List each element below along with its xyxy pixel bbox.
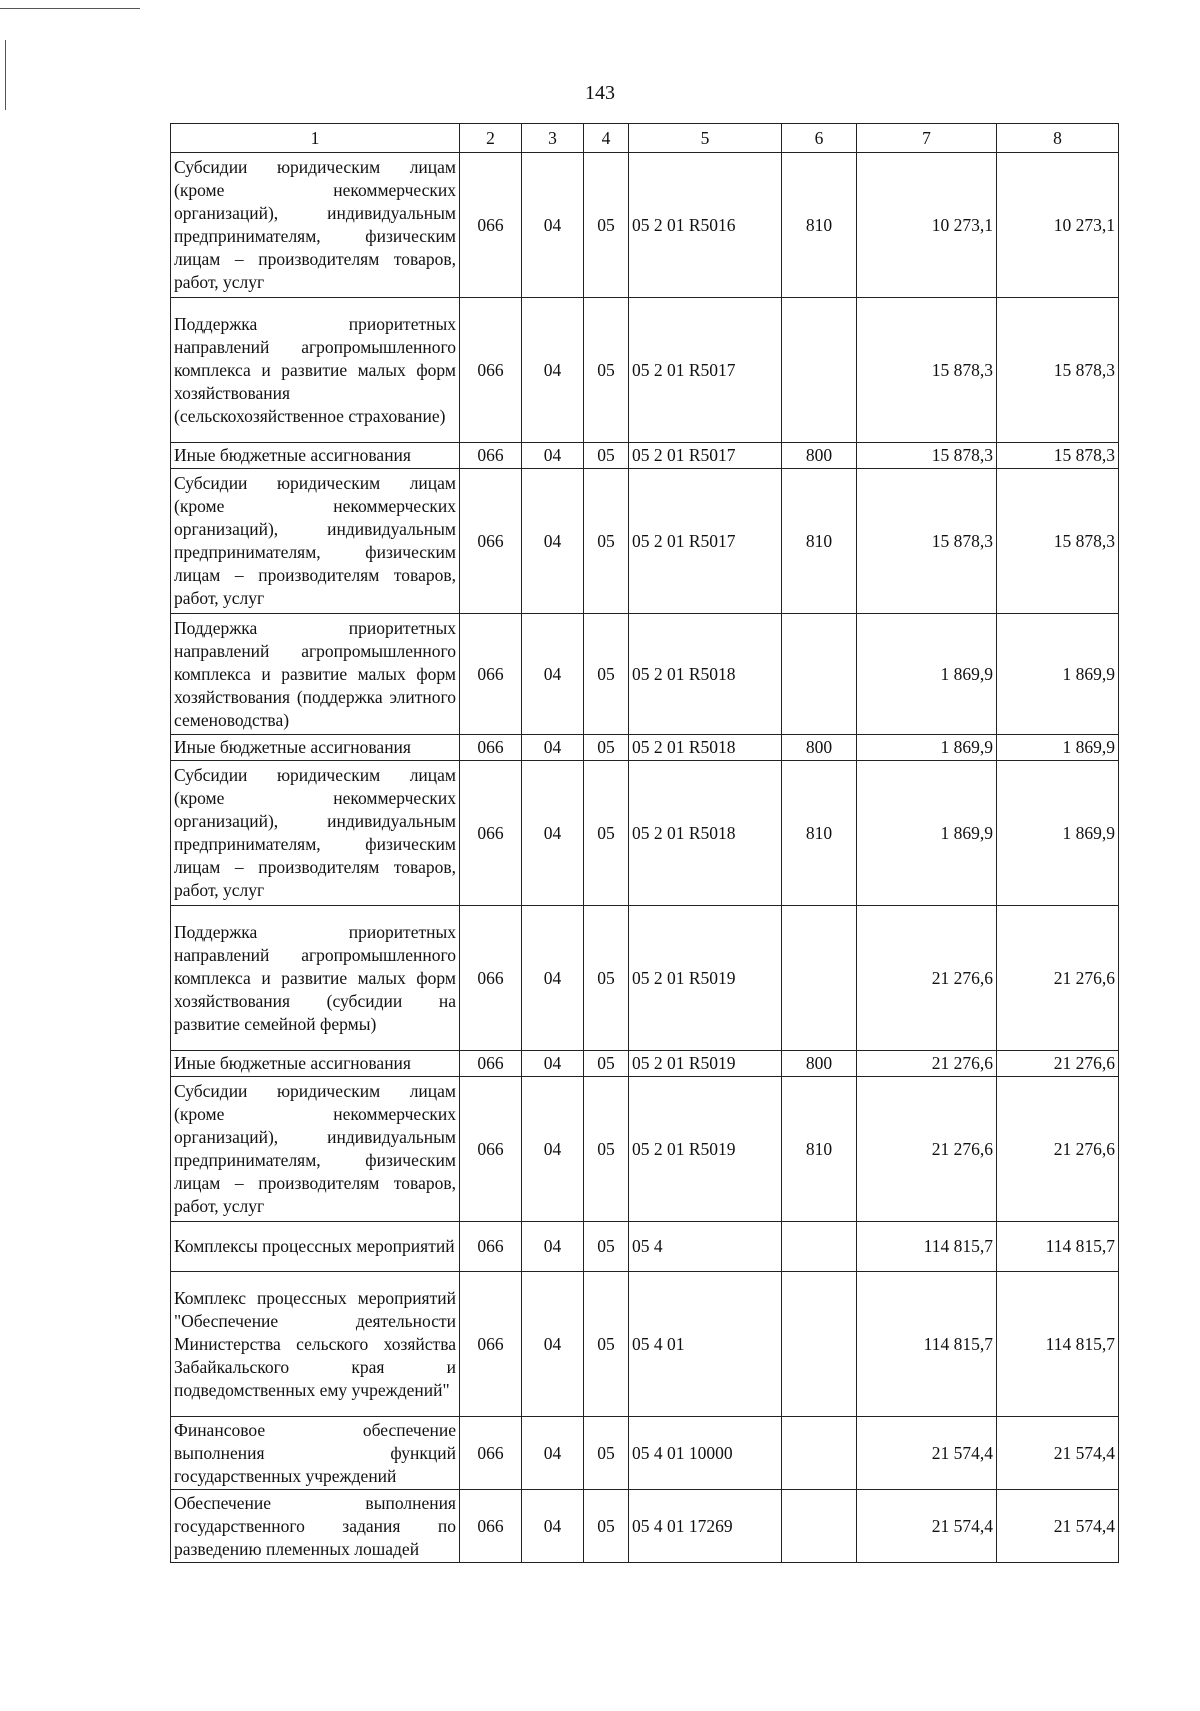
cell-subsection: 05 [584,1417,629,1490]
cell-name: Иные бюджетные ассигнования [171,735,460,761]
cell-amount-8: 21 574,4 [997,1490,1119,1563]
cell-amount-8: 15 878,3 [997,469,1119,614]
cell-name: Субсидии юридическим лицам (кроме некоммерческих организаций), индивидуальным предпринимателям, физическим лицам – производителям товаров, работ, услуг [171,469,460,614]
cell-amount-7: 21 276,6 [857,1077,997,1222]
cell-name: Финансовое обеспечение выполнения функций государственных учреждений [171,1417,460,1490]
cell-target-article: 05 2 01 R5018 [629,735,782,761]
cell-target-article: 05 2 01 R5019 [629,1051,782,1077]
header-row [171,124,1119,153]
cell-ministry: 066 [460,614,522,735]
cell-subsection: 05 [584,153,629,298]
cell-section: 04 [522,1490,584,1563]
cell-name: Комплексы процессных мероприятий [171,1222,460,1272]
cell-name: Субсидии юридическим лицам (кроме некоммерческих организаций), индивидуальным предпринимателям, физическим лицам – производителям товаров, работ, услуг [171,153,460,298]
cell-ministry: 066 [460,1077,522,1222]
cell-ministry: 066 [460,761,522,906]
cell-section: 04 [522,443,584,469]
cell-target-article: 05 4 01 17269 [629,1490,782,1563]
cell-name: Поддержка приоритетных направлений агропромышленного комплекса и развитие малых форм хозяйствования (субсидии на развитие семейной фермы) [171,906,460,1051]
cell-subsection: 05 [584,761,629,906]
table-row [171,469,1119,614]
cell-amount-7: 1 869,9 [857,735,997,761]
column-header: 7 [857,124,997,153]
table-row [171,1222,1119,1272]
cell-ministry: 066 [460,1272,522,1417]
column-header: 3 [522,124,584,153]
cell-subsection: 05 [584,1077,629,1222]
cell-amount-8: 1 869,9 [997,735,1119,761]
table-row [171,298,1119,443]
cell-subsection: 05 [584,1490,629,1563]
column-header: 5 [629,124,782,153]
cell-subsection: 05 [584,614,629,735]
cell-amount-7: 114 815,7 [857,1222,997,1272]
cell-expense-type: 800 [782,1051,857,1077]
cell-amount-7: 15 878,3 [857,298,997,443]
cell-amount-8: 21 276,6 [997,1077,1119,1222]
cell-section: 04 [522,1077,584,1222]
cell-expense-type: 800 [782,735,857,761]
cell-target-article: 05 2 01 R5017 [629,469,782,614]
cell-amount-7: 21 574,4 [857,1417,997,1490]
cell-target-article: 05 4 [629,1222,782,1272]
cell-ministry: 066 [460,469,522,614]
cell-section: 04 [522,614,584,735]
cell-amount-8: 21 276,6 [997,1051,1119,1077]
cell-amount-7: 21 276,6 [857,906,997,1051]
cell-name: Обеспечение выполнения государственного задания по разведению племенных лошадей [171,1490,460,1563]
cell-amount-7: 21 574,4 [857,1490,997,1563]
cell-subsection: 05 [584,1272,629,1417]
cell-ministry: 066 [460,443,522,469]
cell-subsection: 05 [584,1051,629,1077]
cell-target-article: 05 2 01 R5016 [629,153,782,298]
cell-section: 04 [522,1051,584,1077]
cell-expense-type [782,614,857,735]
cell-section: 04 [522,298,584,443]
cell-amount-8: 114 815,7 [997,1272,1119,1417]
cell-amount-7: 1 869,9 [857,614,997,735]
cell-expense-type [782,1417,857,1490]
cell-subsection: 05 [584,443,629,469]
cell-amount-7: 15 878,3 [857,443,997,469]
table-row [171,1490,1119,1563]
budget-table [170,123,1119,1563]
cell-amount-8: 1 869,9 [997,761,1119,906]
cell-section: 04 [522,1417,584,1490]
cell-expense-type [782,1272,857,1417]
column-header: 4 [584,124,629,153]
cell-target-article: 05 2 01 R5018 [629,761,782,906]
cell-expense-type: 810 [782,1077,857,1222]
cell-expense-type [782,298,857,443]
table-row [171,1051,1119,1077]
cell-name: Иные бюджетные ассигнования [171,1051,460,1077]
cell-expense-type: 810 [782,761,857,906]
cell-subsection: 05 [584,1222,629,1272]
cell-amount-7: 21 276,6 [857,1051,997,1077]
cell-ministry: 066 [460,1222,522,1272]
cell-expense-type: 810 [782,153,857,298]
cell-expense-type: 800 [782,443,857,469]
cell-target-article: 05 2 01 R5018 [629,614,782,735]
cell-amount-8: 114 815,7 [997,1222,1119,1272]
scan-line-top [0,8,140,9]
cell-subsection: 05 [584,469,629,614]
cell-name: Субсидии юридическим лицам (кроме некоммерческих организаций), индивидуальным предпринимателям, физическим лицам – производителям товаров, работ, услуг [171,1077,460,1222]
cell-ministry: 066 [460,1490,522,1563]
cell-name: Иные бюджетные ассигнования [171,443,460,469]
table-row [171,1077,1119,1222]
cell-amount-7: 15 878,3 [857,469,997,614]
cell-amount-7: 10 273,1 [857,153,997,298]
cell-ministry: 066 [460,298,522,443]
cell-target-article: 05 2 01 R5019 [629,906,782,1051]
page-number: 143 [585,82,615,104]
column-header: 1 [171,124,460,153]
table-row [171,1272,1119,1417]
cell-section: 04 [522,906,584,1051]
cell-subsection: 05 [584,735,629,761]
cell-name: Комплекс процессных мероприятий "Обеспечение деятельности Министерства сельского хозяйства Забайкальского края и подведомственных ему учреждений" [171,1272,460,1417]
table-row [171,153,1119,298]
cell-target-article: 05 4 01 10000 [629,1417,782,1490]
table-row [171,735,1119,761]
cell-section: 04 [522,761,584,906]
cell-ministry: 066 [460,153,522,298]
cell-amount-8: 10 273,1 [997,153,1119,298]
cell-subsection: 05 [584,906,629,1051]
column-header: 8 [997,124,1119,153]
cell-expense-type [782,1490,857,1563]
cell-name: Субсидии юридическим лицам (кроме некоммерческих организаций), индивидуальным предпринимателям, физическим лицам – производителям товаров, работ, услуг [171,761,460,906]
cell-amount-8: 1 869,9 [997,614,1119,735]
cell-ministry: 066 [460,1417,522,1490]
cell-target-article: 05 4 01 [629,1272,782,1417]
table-row [171,443,1119,469]
cell-expense-type [782,1222,857,1272]
cell-name: Поддержка приоритетных направлений агропромышленного комплекса и развитие малых форм хозяйствования (поддержка элитного семеноводства) [171,614,460,735]
cell-target-article: 05 2 01 R5019 [629,1077,782,1222]
table-row [171,614,1119,735]
table-row [171,1417,1119,1490]
cell-amount-8: 21 574,4 [997,1417,1119,1490]
cell-amount-8: 15 878,3 [997,298,1119,443]
cell-expense-type: 810 [782,469,857,614]
cell-section: 04 [522,1272,584,1417]
cell-target-article: 05 2 01 R5017 [629,443,782,469]
cell-section: 04 [522,469,584,614]
cell-section: 04 [522,1222,584,1272]
cell-target-article: 05 2 01 R5017 [629,298,782,443]
cell-amount-7: 1 869,9 [857,761,997,906]
table-row [171,761,1119,906]
cell-amount-8: 15 878,3 [997,443,1119,469]
cell-section: 04 [522,153,584,298]
cell-ministry: 066 [460,1051,522,1077]
cell-amount-7: 114 815,7 [857,1272,997,1417]
cell-section: 04 [522,735,584,761]
cell-amount-8: 21 276,6 [997,906,1119,1051]
cell-expense-type [782,906,857,1051]
cell-ministry: 066 [460,906,522,1051]
table-row [171,906,1119,1051]
column-header: 6 [782,124,857,153]
column-header: 2 [460,124,522,153]
cell-ministry: 066 [460,735,522,761]
cell-subsection: 05 [584,298,629,443]
cell-name: Поддержка приоритетных направлений агропромышленного комплекса и развитие малых форм хозяйствования (сельскохозяйственное страхование) [171,298,460,443]
